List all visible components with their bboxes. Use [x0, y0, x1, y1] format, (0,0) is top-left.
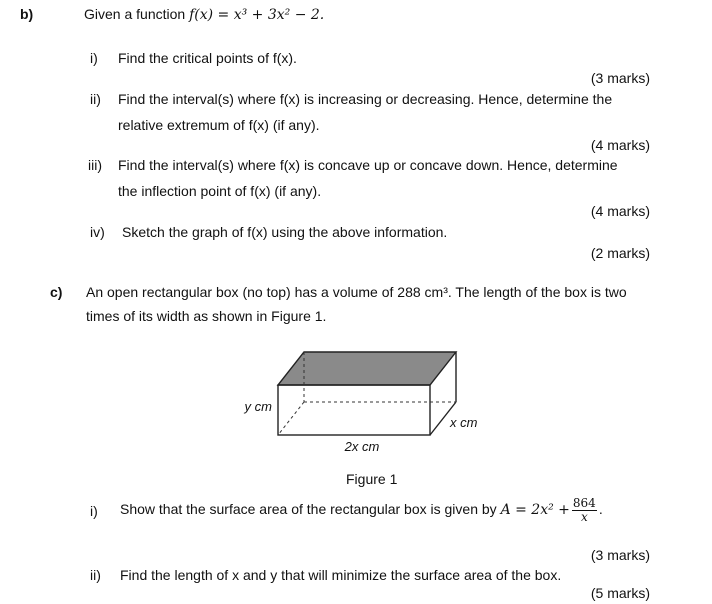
- c-ii-text: Find the length of x and y that will minimize the surface area of the box.: [120, 567, 562, 583]
- b-iv-marks: (2 marks): [590, 245, 650, 261]
- c-i-fraction-numerator: 864: [572, 495, 596, 510]
- part-c-line1: An open rectangular box (no top) has a volume of 288 cm³. The length of the box is two: [86, 284, 627, 300]
- b-ii-line2: relative extremum of f(x) (if any).: [118, 117, 320, 133]
- c-i-text: Show that the surface area of the rectangular box is given by: [120, 501, 497, 517]
- c-i-number: i): [90, 503, 98, 519]
- c-ii-marks: (5 marks): [590, 585, 650, 601]
- box-front-face: [278, 385, 430, 435]
- b-ii-line1: Find the interval(s) where f(x) is increasing or decreasing. Hence, determine the: [118, 91, 613, 107]
- box-length-label: 2x cm: [344, 439, 380, 454]
- c-i-formula-end: .: [598, 501, 603, 517]
- b-i-number: i): [90, 50, 98, 66]
- box-figure: [244, 345, 490, 460]
- b-i-marks: (3 marks): [590, 70, 650, 86]
- c-i-formula-lhs: A = 2x² +: [500, 502, 570, 518]
- box-top-face: [278, 352, 456, 385]
- b-iii-number: iii): [88, 157, 102, 173]
- part-b-label: b): [20, 6, 34, 22]
- part-b-function: f(x) = x³ + 3x² − 2.: [189, 7, 325, 23]
- b-ii-marks: (4 marks): [590, 137, 650, 153]
- c-i-statement: [120, 494, 603, 525]
- c-ii-number: ii): [90, 567, 101, 583]
- c-i-marks: (3 marks): [590, 547, 650, 563]
- c-i-fraction-denominator: x: [580, 509, 588, 524]
- c-i-fraction: [572, 497, 597, 524]
- b-ii-number: ii): [90, 91, 101, 107]
- box-width-label: x cm: [450, 415, 478, 430]
- box-hidden-bottom-edge: [278, 402, 304, 435]
- part-c-line2: times of its width as shown in Figure 1.: [86, 308, 327, 324]
- b-iii-line1: Find the interval(s) where f(x) is concave up or concave down. Hence, determine: [118, 157, 618, 173]
- b-i-text: Find the critical points of f(x).: [118, 50, 297, 66]
- b-iv-number: iv): [90, 224, 105, 240]
- part-b-intro-text: Given a function: [84, 6, 186, 22]
- part-b-intro: [84, 6, 324, 23]
- b-iii-marks: (4 marks): [590, 203, 650, 219]
- b-iv-text: Sketch the graph of f(x) using the above information.: [122, 224, 448, 240]
- figure-caption: Figure 1: [346, 471, 398, 487]
- b-iii-line2: the inflection point of f(x) (if any).: [118, 183, 322, 199]
- box-height-label: y cm: [244, 399, 272, 414]
- part-c-label: c): [50, 284, 63, 300]
